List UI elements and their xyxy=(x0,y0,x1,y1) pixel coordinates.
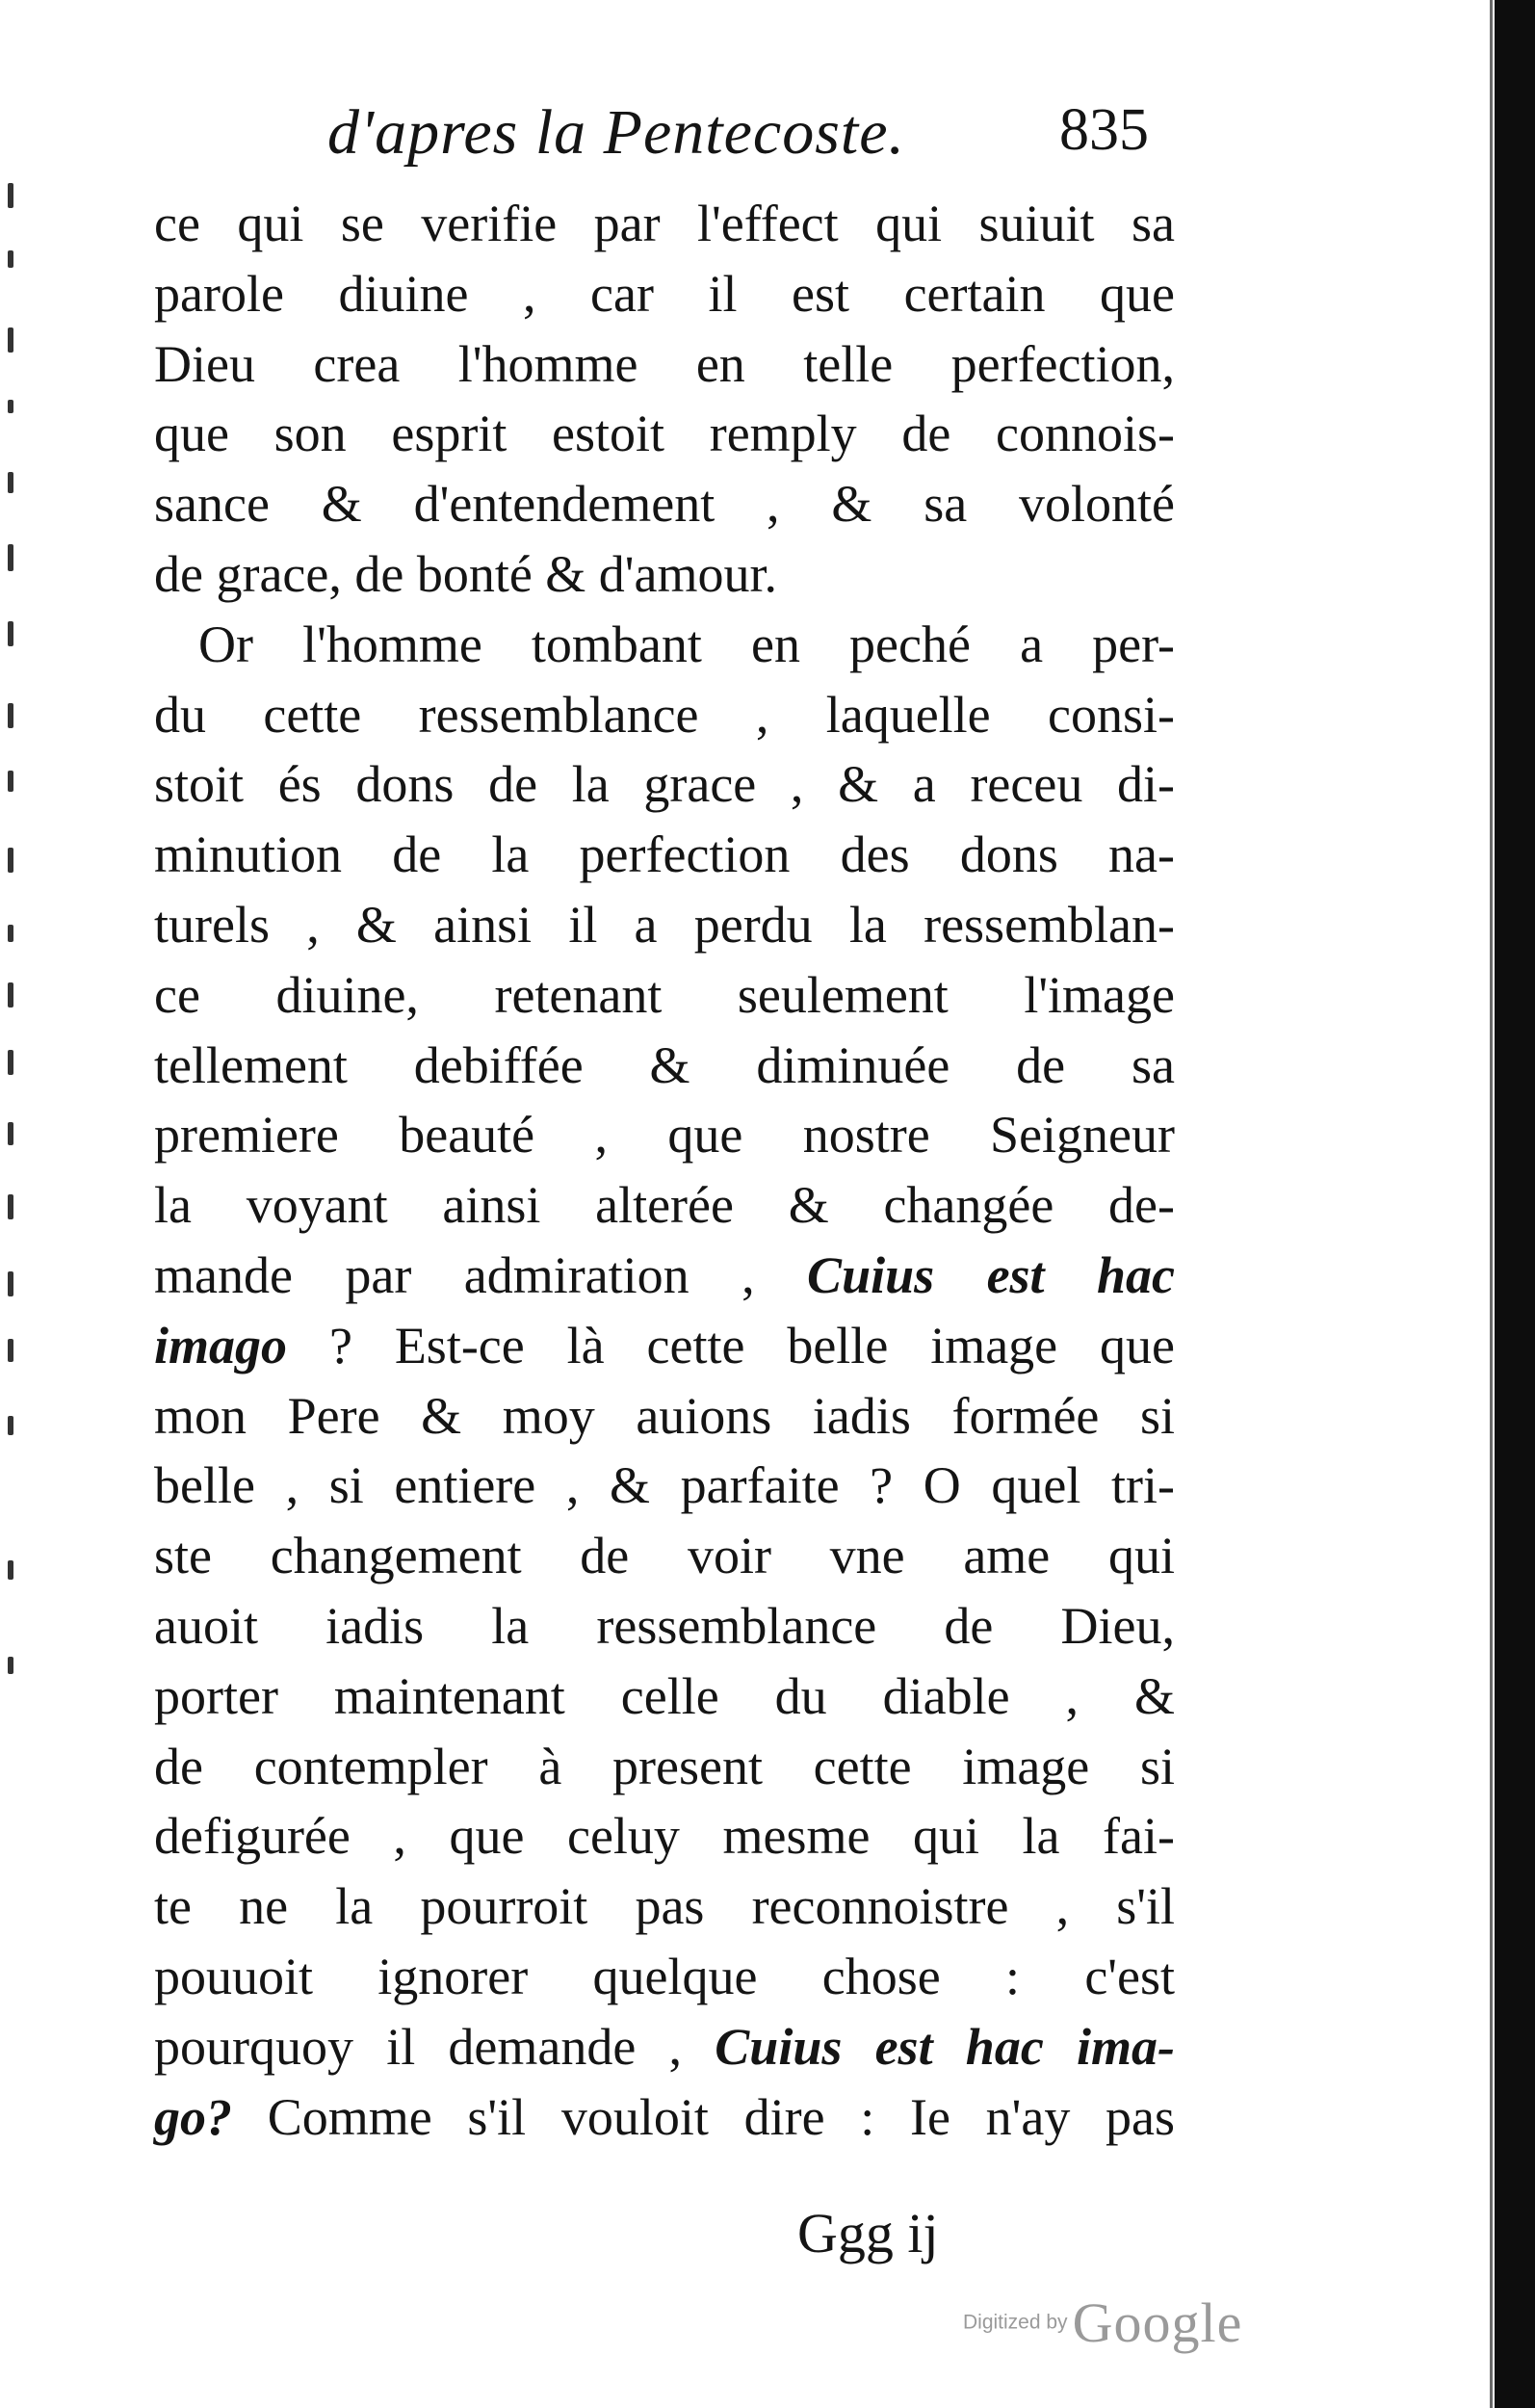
text-line xyxy=(154,1311,1175,1381)
text-line xyxy=(154,2012,1175,2082)
text-line: te ne la pourroit pas reconnoistre , s'il xyxy=(154,1877,1175,1936)
digitized-watermark xyxy=(963,2290,1242,2355)
text-line: que son esprit estoit remply de connois- xyxy=(154,405,1175,463)
text-line: de grace, de bonté & d'amour. xyxy=(154,544,777,603)
text-line: Or l'homme tombant en peché a per- xyxy=(198,615,1175,673)
page-number: 835 xyxy=(1059,97,1149,163)
bleed-through-marks xyxy=(8,183,29,1686)
google-logo: Google xyxy=(1072,2291,1243,2354)
text-line: defigurée , que celuy mesme qui la fai- xyxy=(154,1807,1175,1866)
latin-quote: imago xyxy=(154,1316,288,1374)
body-text xyxy=(154,189,1175,2152)
binding-edge-line xyxy=(1490,0,1493,2408)
text-line: parole diuine , car il est certain que xyxy=(154,264,1175,323)
text-line: ce qui se verifie par l'effect qui suiuit sa xyxy=(154,195,1175,252)
text-line xyxy=(154,2082,1175,2153)
text-line xyxy=(154,1241,1175,1311)
text-line: turels , & ainsi il a perdu la ressemblan- xyxy=(154,895,1175,954)
text-line: porter maintenant celle du diable , & xyxy=(154,1666,1175,1725)
text-line: sance & d'entendement , & sa volonté xyxy=(154,475,1175,534)
text-line: premiere beauté , que nostre Seigneur xyxy=(154,1106,1175,1165)
page-header xyxy=(327,96,1194,183)
text-line: minution de la perfection des dons na- xyxy=(154,825,1175,884)
text-fragment: ? Est-ce là cette belle image que xyxy=(328,1316,1176,1374)
text-line: pouuoit ignorer quelque chose : c'est xyxy=(154,1947,1175,2005)
text-line: la voyant ainsi alterée & changée de- xyxy=(154,1176,1175,1235)
text-line: de contempler à present cette image si xyxy=(154,1737,1175,1795)
running-head: d'apres la Pentecoste. xyxy=(327,97,906,168)
text-line: belle , si entiere , & parfaite ? O quel tri- xyxy=(154,1456,1175,1515)
latin-quote: go? xyxy=(154,2087,232,2146)
signature-mark: Ggg ij xyxy=(797,2202,939,2264)
binding-edge xyxy=(1495,0,1535,2408)
text-fragment: pourquoy il demande , xyxy=(154,2017,683,2076)
watermark-prefix: Digitized by xyxy=(963,2311,1068,2334)
text-line: mon Pere & moy auions iadis formée si xyxy=(154,1386,1175,1445)
text-line: tellement debiffée & diminuée de sa xyxy=(154,1035,1175,1094)
text-fragment: Comme s'il vouloit dire : Ie n'ay pas xyxy=(267,2087,1176,2146)
text-line: Dieu crea l'homme en telle perfection, xyxy=(154,334,1175,393)
text-line: du cette ressemblance , laquelle consi- xyxy=(154,685,1175,744)
text-line: auoit iadis la ressemblance de Dieu, xyxy=(154,1596,1175,1655)
text-line: stoit és dons de la grace , & a receu di- xyxy=(154,755,1175,814)
text-fragment: mande par admiration , xyxy=(154,1245,755,1304)
text-line: ste changement de voir vne ame qui xyxy=(154,1527,1175,1585)
latin-quote: Cuius est hac ima- xyxy=(715,2017,1175,2076)
latin-quote: Cuius est hac xyxy=(807,1245,1175,1304)
text-line: ce diuine, retenant seulement l'image xyxy=(154,965,1175,1024)
